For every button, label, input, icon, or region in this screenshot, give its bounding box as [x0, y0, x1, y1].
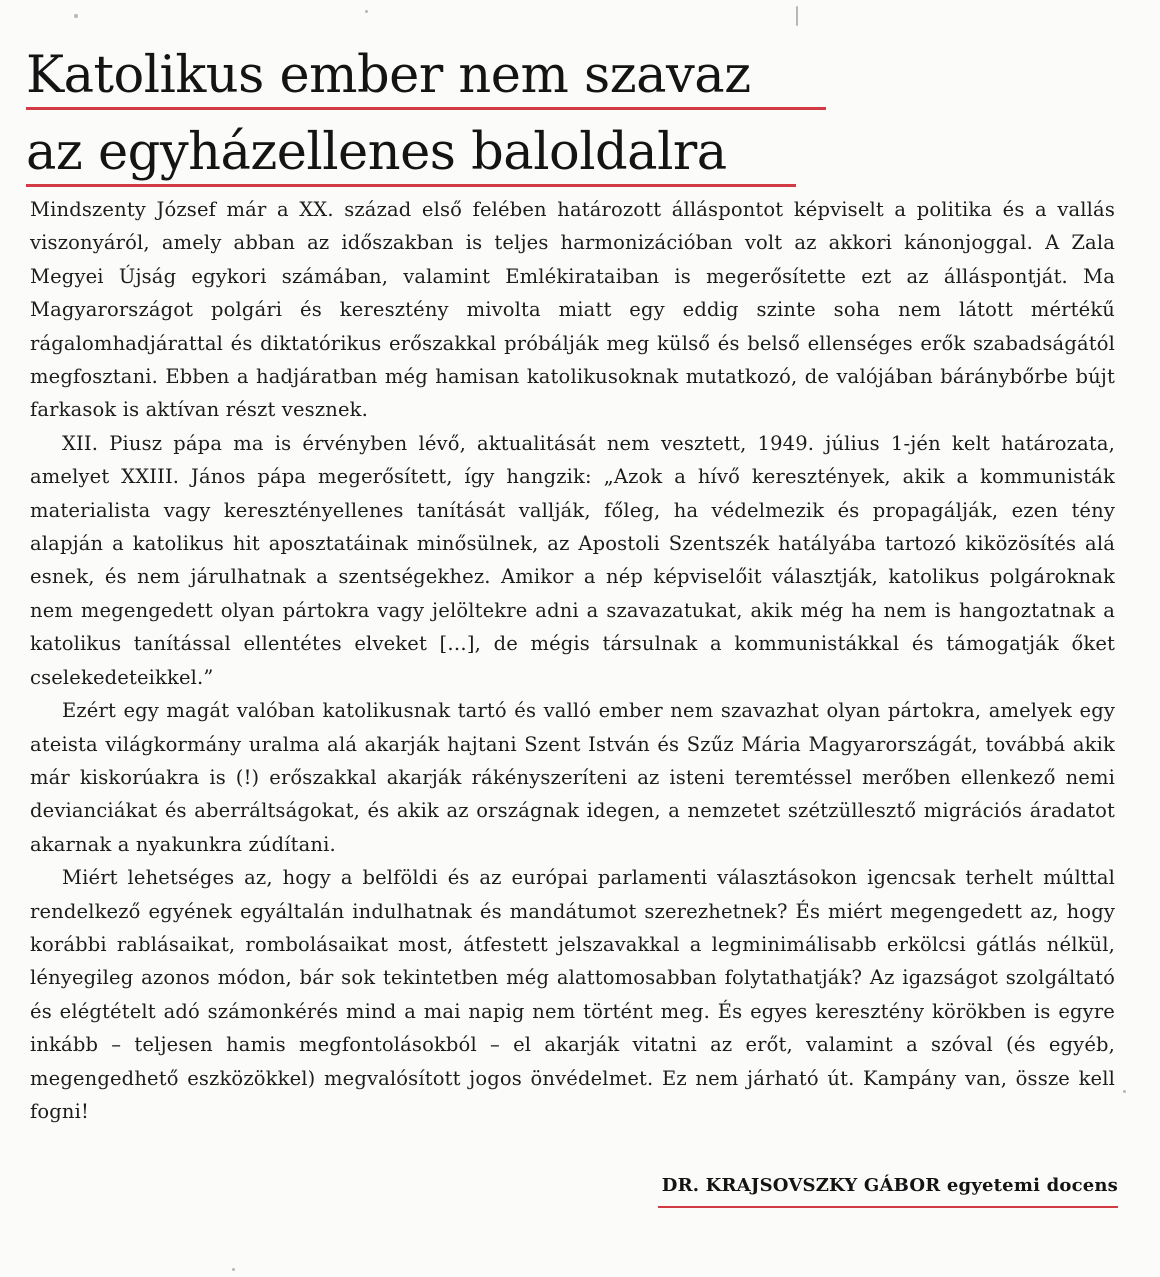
headline-line-2: az egyházellenes baloldalra [26, 122, 796, 187]
paragraph-4: Miért lehetséges az, hogy a belföldi és az európai parlamenti választásokon igencsak terhelt múlttal rendelkező egyének egyáltalán indulhatnak és mandátumot szerezhetnek? És miért megengedett az, hogy korábbi rablásaikat, rombolásaikat most, átfestett jelszavakkal a legminimálisabb erkölcsi gátlás nélkül, lényegileg azonos módon, bár sok tekintetben még alattomosabban folytathatják? Az igazságot szolgáltató és elégtételt adó számonkérés mind a mai napig nem történt meg. És egyes keresztény körökben is egyre inkább – teljesen hamis megfontolásokból – el akarják vitatni az erőt, valamint a szóval (és egyéb, megengedhető eszközökkel) megvalósított jogos önvédelmet. Ez nem járható út. Kampány van, össze kell fogni! [30, 866, 1115, 1123]
article-headline [26, 38, 846, 191]
headline-line-1: Katolikus ember nem szavaz [26, 45, 826, 110]
scan-speck [74, 14, 78, 18]
paragraph-3: Ezért egy magát valóban katolikusnak tartó és valló ember nem szavazhat olyan pártokra, amelyek egy ateista világkormány uralma alá akarják hajtani Szent István és Szűz Mária Magyarországát, továbbá akik már kiskorúakra is (!) erőszakkal akarják rákényszeríteni az isteni teremtéssel merőben ellenkező nemi devianciákat és aberráltságokat, és akik az országnak idegen, a nemzetet szétzüllesztő migrációs áradatot akarnak a nyakunkra zúdítani. [30, 699, 1115, 856]
author-signature [658, 1175, 1118, 1208]
scan-speck [1123, 1090, 1126, 1093]
article-body [30, 193, 1115, 1128]
scan-speck [365, 10, 368, 13]
paragraph-1: Mindszenty József már a XX. század első felében határozott álláspontot képviselt a politika és a vallás viszonyáról, amely abban az időszakban is teljes harmonizációban volt az akkori kánonjoggal. A Zala Megyei Újság egykori számában, valamint Emlékirataiban is megerősítette ezt az álláspontját. Ma Magyarországot polgári és keresztény mivolta miatt egy eddig szinte soha nem látott mértékű rágalomhadjárattal és diktatórikus erőszakkal próbálják meg külső és belső ellenséges erők szabadságától megfosztani. Ebben a hadjáratban még hamisan katolikusoknak mutatkozó, de valójában báránybőrbe bújt farkasok is aktívan részt vesznek. [30, 198, 1115, 422]
author-role: egyetemi docens [946, 1175, 1118, 1196]
scan-speck [796, 6, 798, 26]
scan-speck [232, 1268, 235, 1271]
author-name: DR. KRAJSOVSZKY GÁBOR [661, 1175, 941, 1196]
paragraph-2: XII. Piusz pápa ma is érvényben lévő, aktualitását nem vesztett, 1949. július 1-jén kelt határozata, amelyet XXIII. János pápa megerősített, így hangzik: „Azok a hívő keresztények, akik a kommunisták materialista vagy keresztényellenes tanítását vallják, főleg, ha védelmezik és propagálják, ezen tény alapján a katolikus hit aposztatáinak minősülnek, az Apostoli Szentszék hatályába tartozó kiközösítés alá esnek, és nem járulhatnak a szentségekhez. Amikor a nép képviselőit választják, katolikus polgároknak nem megengedett olyan pártokra vagy jelöltekre adni a szavazatukat, akik még ha nem is hangoztatnak a katolikus tanítással ellentétes elveket […], de mégis társulnak a kommunistákkal és támogatják őket cselekedeteikkel.” [30, 431, 1115, 689]
